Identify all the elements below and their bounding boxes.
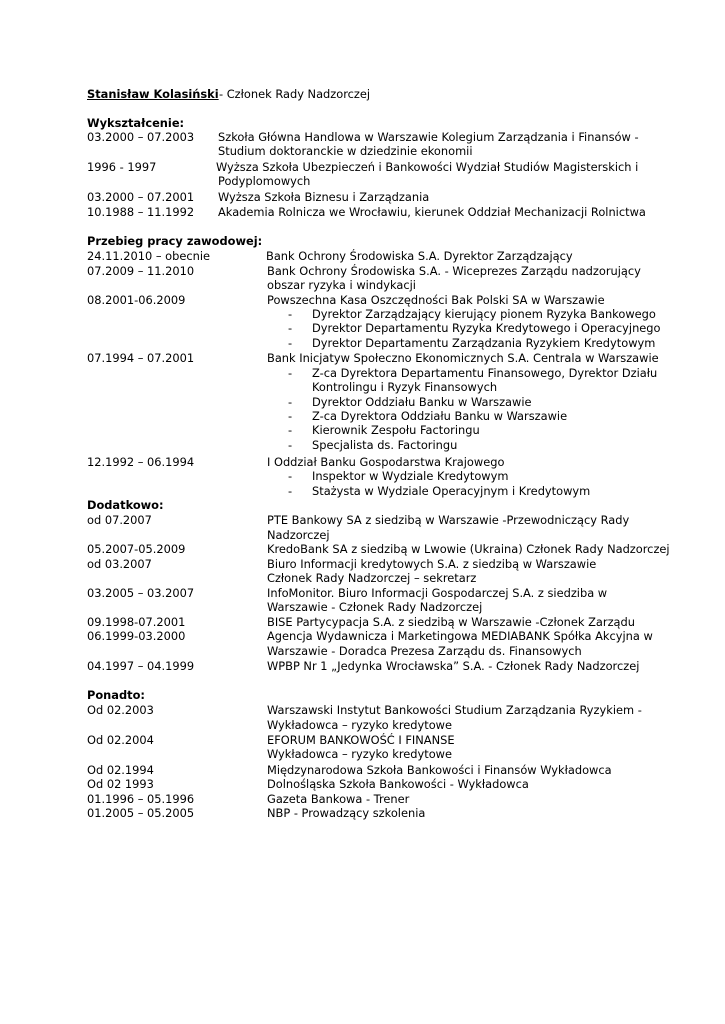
additional-text: Członek Rady Nadzorczej – sekretarz — [267, 571, 477, 585]
career-bullet: Z-ca Dyrektora Departamentu Finansowego, Dyrektor Działu — [312, 366, 658, 380]
career-bullet: Inspektor w Wydziale Kredytowym — [312, 469, 509, 483]
education-text: Studium doktoranckie w dziedzinie ekonomii — [218, 144, 473, 158]
career-heading: Przebieg pracy zawodowej: — [87, 234, 263, 248]
education-heading: Wykształcenie: — [87, 116, 185, 130]
education-date: 03.2000 – 07.2001 — [87, 190, 195, 204]
additional-date: 09.1998-07.2001 — [87, 615, 186, 629]
moreover-date: Od 02.2003 — [87, 703, 154, 717]
additional-text: WPBP Nr 1 „Jedynka Wrocławska” S.A. - Członek Rady Nadzorczej — [267, 659, 640, 673]
moreover-date: Od 02.2004 — [87, 733, 154, 747]
career-text: Powszechna Kasa Oszczędności Bak Polski SA w Warszawie — [267, 293, 605, 307]
bullet-dash: - — [288, 409, 293, 423]
additional-text: Agencja Wydawnicza i Marketingowa MEDIABANK Spółka Akcyjna w — [267, 629, 653, 643]
moreover-text: Warszawski Instytut Bankowości Studium Zarządzania Ryzykiem - — [267, 703, 642, 717]
career-text: I Oddział Banku Gospodarstwa Krajowego — [267, 455, 505, 469]
education-text: Wyższa Szkoła Ubezpieczeń i Bankowości Wydział Studiów Magisterskich i — [216, 160, 639, 174]
moreover-text: Międzynarodowa Szkoła Bankowości i Finansów Wykładowca — [267, 763, 612, 777]
moreover-text: Wykładowca – ryzyko kredytowe — [267, 718, 453, 732]
education-date: 1996 - 1997 — [87, 160, 157, 174]
career-bullet: Kontrolingu i Ryzyk Finansowych — [312, 380, 498, 394]
moreover-text: EFORUM BANKOWOŚĆ I FINANSE — [267, 733, 455, 747]
moreover-date: 01.1996 – 05.1996 — [87, 792, 195, 806]
education-date: 10.1988 – 11.1992 — [87, 205, 195, 219]
bullet-dash: - — [288, 469, 293, 483]
bullet-dash: - — [288, 395, 293, 409]
career-date: 08.2001-06.2009 — [87, 293, 186, 307]
career-bullet: Dyrektor Departamentu Zarządzania Ryzykiem Kredytowym — [312, 336, 656, 350]
additional-text: Biuro Informacji kredytowych S.A. z siedzibą w Warszawie — [267, 557, 597, 571]
additional-date: 04.1997 – 04.1999 — [87, 659, 195, 673]
moreover-date: Od 02 1993 — [87, 777, 154, 791]
bullet-dash: - — [288, 336, 293, 350]
career-bullet: Stażysta w Wydziale Operacyjnym i Kredytowym — [312, 484, 591, 498]
additional-date: 05.2007-05.2009 — [87, 542, 186, 556]
career-bullet: Dyrektor Oddziału Banku w Warszawie — [312, 395, 532, 409]
career-date: 24.11.2010 – obecnie — [87, 249, 211, 263]
person-role: - Członek Rady Nadzorczej — [219, 87, 371, 101]
career-text: Bank Ochrony Środowiska S.A. Dyrektor Zarządzający — [266, 249, 573, 263]
moreover-text: Dolnośląska Szkoła Bankowości - Wykładowca — [267, 777, 529, 791]
additional-text: KredoBank SA z siedzibą w Lwowie (Ukraina) Członek Rady Nadzorczej — [267, 542, 670, 556]
career-bullet: Kierownik Zespołu Factoringu — [312, 423, 480, 437]
additional-text: InfoMonitor. Biuro Informacji Gospodarczej S.A. z siedziba w — [267, 586, 608, 600]
education-text: Akademia Rolnicza we Wrocławiu, kierunek Oddział Mechanizacji Rolnictwa — [218, 205, 646, 219]
career-date: 07.2009 – 11.2010 — [87, 264, 195, 278]
career-date: 12.1992 – 06.1994 — [87, 455, 195, 469]
career-date: 07.1994 – 07.2001 — [87, 351, 195, 365]
additional-date: 06.1999-03.2000 — [87, 629, 186, 643]
bullet-dash: - — [288, 484, 293, 498]
person-name: Stanisław Kolasiński — [87, 87, 219, 101]
career-bullet: Z-ca Dyrektora Oddziału Banku w Warszawie — [312, 409, 568, 423]
additional-date: od 07.2007 — [87, 513, 152, 527]
bullet-dash: - — [288, 307, 293, 321]
career-bullet: Dyrektor Zarządzający kierujący pionem Ryzyka Bankowego — [312, 307, 656, 321]
additional-text: BISE Partycypacja S.A. z siedzibą w Warszawie -Członek Zarządu — [267, 615, 635, 629]
education-text: Podyplomowych — [218, 174, 311, 188]
moreover-text: NBP - Prowadzący szkolenia — [267, 806, 426, 820]
bullet-dash: - — [288, 438, 293, 452]
additional-text: Warszawie - Doradca Prezesa Zarządu ds. Finansowych — [267, 644, 582, 658]
additional-date: od 03.2007 — [87, 557, 152, 571]
moreover-text: Gazeta Bankowa - Trener — [267, 792, 410, 806]
additional-text: Nadzorczej — [267, 528, 330, 542]
education-date: 03.2000 – 07.2003 — [87, 130, 195, 144]
moreover-heading: Ponadto: — [87, 688, 145, 702]
career-bullet: Specjalista ds. Factoringu — [312, 438, 458, 452]
education-text: Wyższa Szkoła Biznesu i Zarządzania — [218, 190, 430, 204]
bullet-dash: - — [288, 321, 293, 335]
additional-heading: Dodatkowo: — [87, 498, 164, 512]
additional-date: 03.2005 – 03.2007 — [87, 586, 195, 600]
bullet-dash: - — [288, 423, 293, 437]
bullet-dash: - — [288, 366, 293, 380]
career-bullet: Dyrektor Departamentu Ryzyka Kredytowego i Operacyjnego — [312, 321, 661, 335]
career-text: Bank Inicjatyw Społeczno Ekonomicznych S.A. Centrala w Warszawie — [267, 351, 659, 365]
additional-text: Warszawie - Członek Rady Nadzorczej — [267, 600, 483, 614]
moreover-text: Wykładowca – ryzyko kredytowe — [267, 747, 453, 761]
moreover-date: 01.2005 – 05.2005 — [87, 806, 195, 820]
moreover-date: Od 02.1994 — [87, 763, 154, 777]
additional-text: PTE Bankowy SA z siedzibą w Warszawie -Przewodniczący Rady — [267, 513, 630, 527]
career-text: obszar ryzyka i windykacji — [267, 278, 416, 292]
career-text: Bank Ochrony Środowiska S.A. - Wiceprezes Zarządu nadzorujący — [267, 264, 641, 278]
education-text: Szkoła Główna Handlowa w Warszawie Kolegium Zarządzania i Finansów - — [218, 130, 639, 144]
